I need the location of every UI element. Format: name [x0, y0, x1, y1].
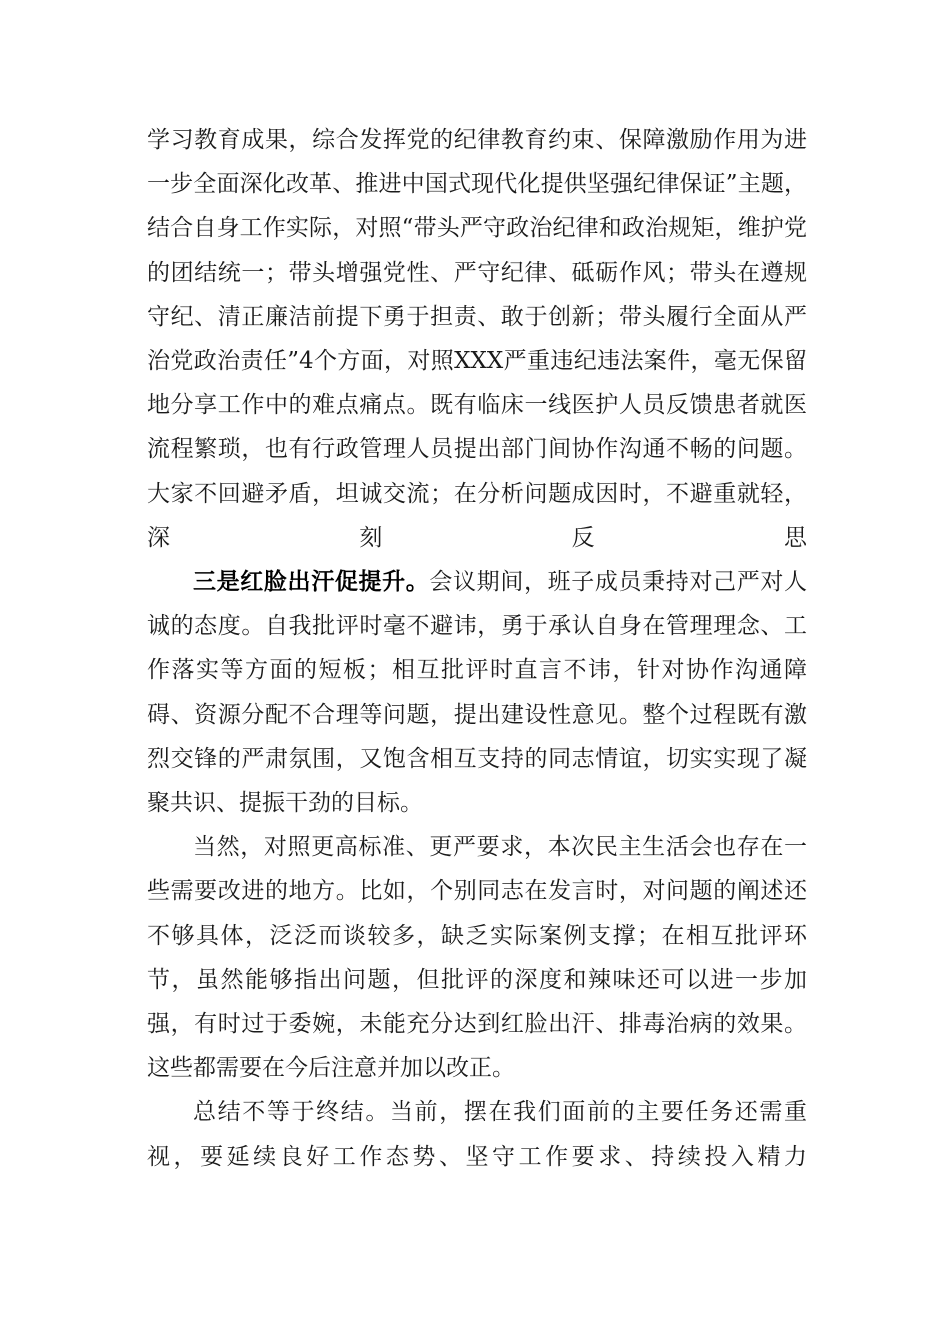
document-body	[147, 118, 807, 1179]
paragraph-continuation	[147, 118, 807, 560]
paragraph-text: 当然，对照更高标准、更严要求，本次民主生活会也存在一些需要改进的地方。比如，个别同志在发言时，对问题的阐述还不够具体，泛泛而谈较多，缺乏实际案例支撑；在相互批评环节，虽然能够指出问题，但批评的深度和辣味还可以进一步加强，有时过于委婉，未能充分达到红脸出汗、排毒治病的效果。这些都需要在今后注意并加以改正。	[147, 834, 807, 1082]
paragraph-improvement	[147, 825, 807, 1090]
paragraph-text: 学习教育成果，综合发挥党的纪律教育约束、保障激励作用为进一步全面深化改革、推进中国式现代化提供坚强纪律保证”主题，结合自身工作实际，对照“带头严守政治纪律和政治规矩，维护党的团结统一；带头增强党性、严守纪律、砥砺作风；带头在遵规守纪、清正廉洁前提下勇于担责、敢于创新；带头履行全面从严治党政治责任”4个方面，对照XXX严重违纪违法案件，毫无保留地分享工作中的难点痛点。既有临床一线医护人员反馈患者就医流程繁琐，也有行政管理人员提出部门间协作沟通不畅的问题。大家不回避矛盾，坦诚交流；在分析问题成因时，不避重就轻，深刻反思	[147, 127, 807, 551]
paragraph-summary	[147, 1090, 807, 1178]
paragraph-text: 总结不等于终结。当前，摆在我们面前的主要任务还需重视，要延续良好工作态势、坚守工作要求、持续投入精力	[147, 1099, 807, 1170]
paragraph-text: 会议期间，班子成员秉持对己严对人诚的态度。自我批评时毫不避讳，勇于承认自身在管理理念、工作落实等方面的短板；相互批评时直言不讳，针对协作沟通障碍、资源分配不合理等问题，提出建设性意见。整个过程既有激烈交锋的严肃氛围，又饱含相互支持的同志情谊，切实实现了凝聚共识、提振干劲的目标。	[147, 569, 808, 817]
section-heading-inline: 三是红脸出汗促提升。	[193, 568, 430, 596]
paragraph-section-three	[147, 560, 807, 825]
